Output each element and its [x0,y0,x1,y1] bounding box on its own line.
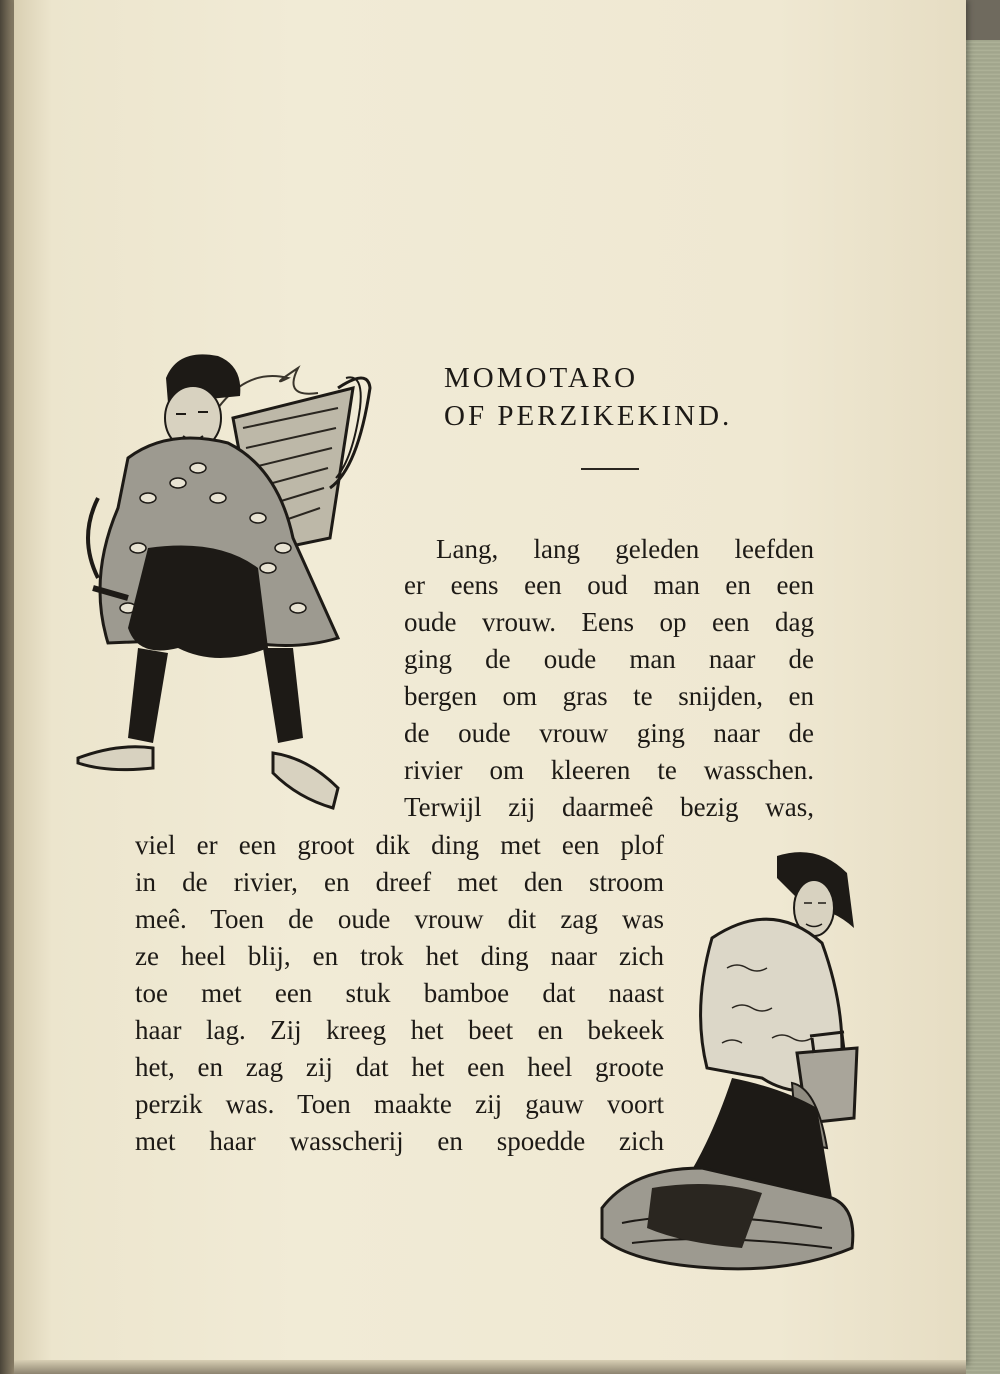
body-line: er eens een oud man en een [404,570,814,600]
body-line: bergen om gras te snijden, en [404,681,814,711]
body-line: perzik was. Toen maakte zij gauw voort [135,1089,664,1119]
body-line: Lang, lang geleden leefden [436,534,814,564]
story-title-line-1: MOMOTARO [444,362,639,394]
body-line: met haar wasscherij en spoedde zich [135,1126,664,1156]
body-line: ging de oude man naar de [404,644,814,674]
page-edge [14,1360,966,1374]
body-line: het, en zag zij dat het een heel groote [135,1052,664,1082]
body-line: meê. Toen de oude vrouw dit zag was [135,904,664,934]
body-line: viel er een groot dik ding met een plof [135,830,664,860]
old-woman-illustration [592,848,862,1278]
body-line: de oude vrouw ging naar de [404,718,814,748]
body-line: haar lag. Zij kreeg het beet en bekeek [135,1015,664,1045]
body-line: oude vrouw. Eens op een dag [404,607,814,637]
old-man-illustration [68,348,373,818]
body-line: rivier om kleeren te wasschen. [404,755,814,785]
body-line: in de rivier, en dreef met den stroom [135,867,664,897]
story-title-line-2: OF PERZIKEKIND. [444,400,733,432]
title-rule [581,468,639,470]
body-line: toe met een stuk bamboe dat naast [135,978,664,1008]
body-line: Terwijl zij daarmeê bezig was, [404,792,814,822]
body-line: ze heel blij, en trok het ding naar zich [135,941,664,971]
